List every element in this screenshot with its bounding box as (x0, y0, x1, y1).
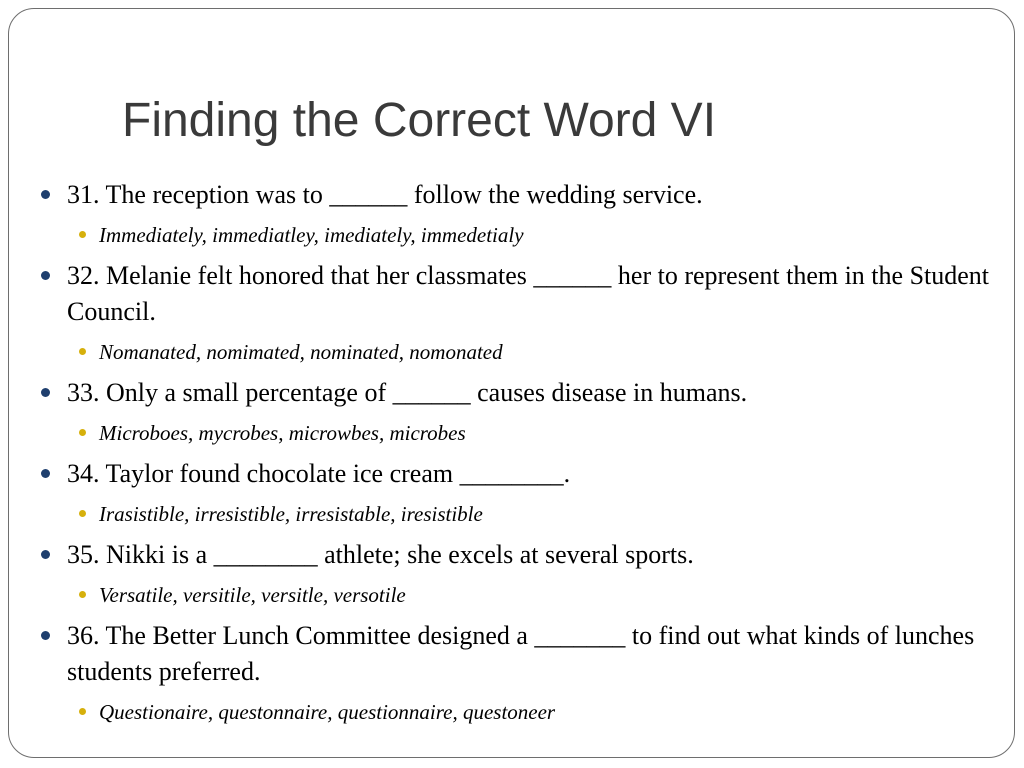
options-text: Versatile, versitile, versitle, versotile (99, 583, 406, 607)
slide-title: Finding the Correct Word VI (122, 94, 717, 147)
options-31 (35, 221, 1005, 249)
sub-bullet-dot-icon (79, 591, 86, 598)
bullet-dot-icon (41, 550, 50, 559)
bullet-dot-icon (41, 190, 50, 199)
question-31 (35, 177, 1005, 213)
question-list (35, 177, 1005, 735)
question-35 (35, 537, 1005, 573)
options-34 (35, 500, 1005, 528)
options-35 (35, 581, 1005, 609)
question-36 (35, 618, 1005, 690)
options-36 (35, 698, 1005, 726)
bullet-dot-icon (41, 271, 50, 280)
question-text: 36. The Better Lunch Committee designed a _______ to find out what kinds of lunches students preferred. (67, 621, 975, 686)
bullet-dot-icon (41, 631, 50, 640)
question-text: 33. Only a small percentage of ______ causes disease in humans. (67, 378, 748, 407)
bullet-dot-icon (41, 388, 50, 397)
question-text: 32. Melanie felt honored that her classmates ______ her to represent them in the Student Council. (67, 261, 990, 326)
options-33 (35, 419, 1005, 447)
sub-bullet-dot-icon (79, 348, 86, 355)
options-text: Irasistible, irresistible, irresistable, iresistible (99, 502, 483, 526)
question-33 (35, 375, 1005, 411)
sub-bullet-dot-icon (79, 708, 86, 715)
options-text: Immediately, immediatley, imediately, immedetialy (99, 223, 524, 247)
sub-bullet-dot-icon (79, 231, 86, 238)
question-text: 31. The reception was to ______ follow the wedding service. (67, 180, 703, 209)
question-text: 35. Nikki is a ________ athlete; she excels at several sports. (67, 540, 694, 569)
sub-bullet-dot-icon (79, 429, 86, 436)
question-34 (35, 456, 1005, 492)
options-text: Questionaire, questonnaire, questionnaire, questoneer (99, 700, 556, 724)
question-32 (35, 258, 1005, 330)
options-text: Nomanated, nomimated, nominated, nomonated (99, 340, 503, 364)
slide-frame (8, 8, 1015, 758)
options-text: Microboes, mycrobes, microwbes, microbes (99, 421, 466, 445)
sub-bullet-dot-icon (79, 510, 86, 517)
options-32 (35, 338, 1005, 366)
question-text: 34. Taylor found chocolate ice cream ________. (67, 459, 571, 488)
bullet-dot-icon (41, 469, 50, 478)
